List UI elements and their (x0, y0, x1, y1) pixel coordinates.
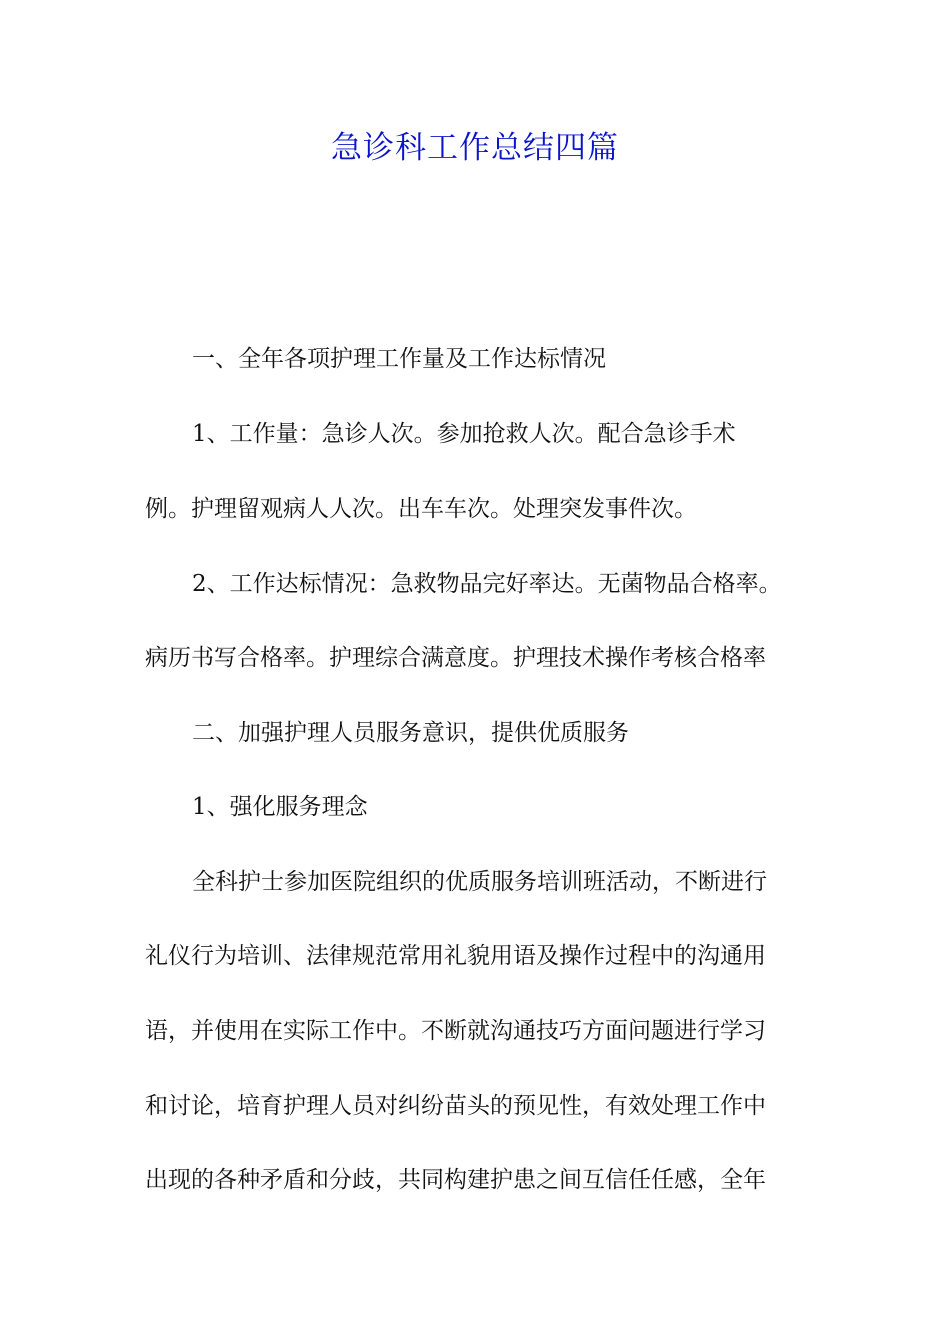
paragraph-line: 1、工作量：急诊人次。参加抢救人次。配合急诊手术 (192, 421, 736, 447)
paragraph-line: 语，并使用在实际工作中。不断就沟通技巧方面问题进行学习 (145, 1018, 766, 1044)
paragraph-line: 和讨论，培育护理人员对纠纷苗头的预见性，有效处理工作中 (145, 1093, 766, 1119)
paragraph-line: 全科护士参加医院组织的优质服务培训班活动，不断进行 (192, 869, 767, 895)
section-heading-1: 一、全年各项护理工作量及工作达标情况 (192, 346, 606, 372)
paragraph-line: 礼仪行为培训、法律规范常用礼貌用语及操作过程中的沟通用 (145, 943, 766, 969)
paragraph-line: 病历书写合格率。护理综合满意度。护理技术操作考核合格率 (145, 645, 766, 671)
paragraph-line: 例。护理留观病人人次。出车车次。处理突发事件次。 (145, 496, 697, 522)
document-title: 急诊科工作总结四篇 (331, 130, 619, 166)
paragraph-line: 出现的各种矛盾和分歧，共同构建护患之间互信任任感，全年 (145, 1167, 766, 1193)
section-heading-2: 二、加强护理人员服务意识，提供优质服务 (192, 720, 629, 746)
paragraph-line: 2、工作达标情况：急救物品完好率达。无菌物品合格率。 (192, 571, 782, 597)
subsection-heading: 1、强化服务理念 (192, 794, 368, 820)
